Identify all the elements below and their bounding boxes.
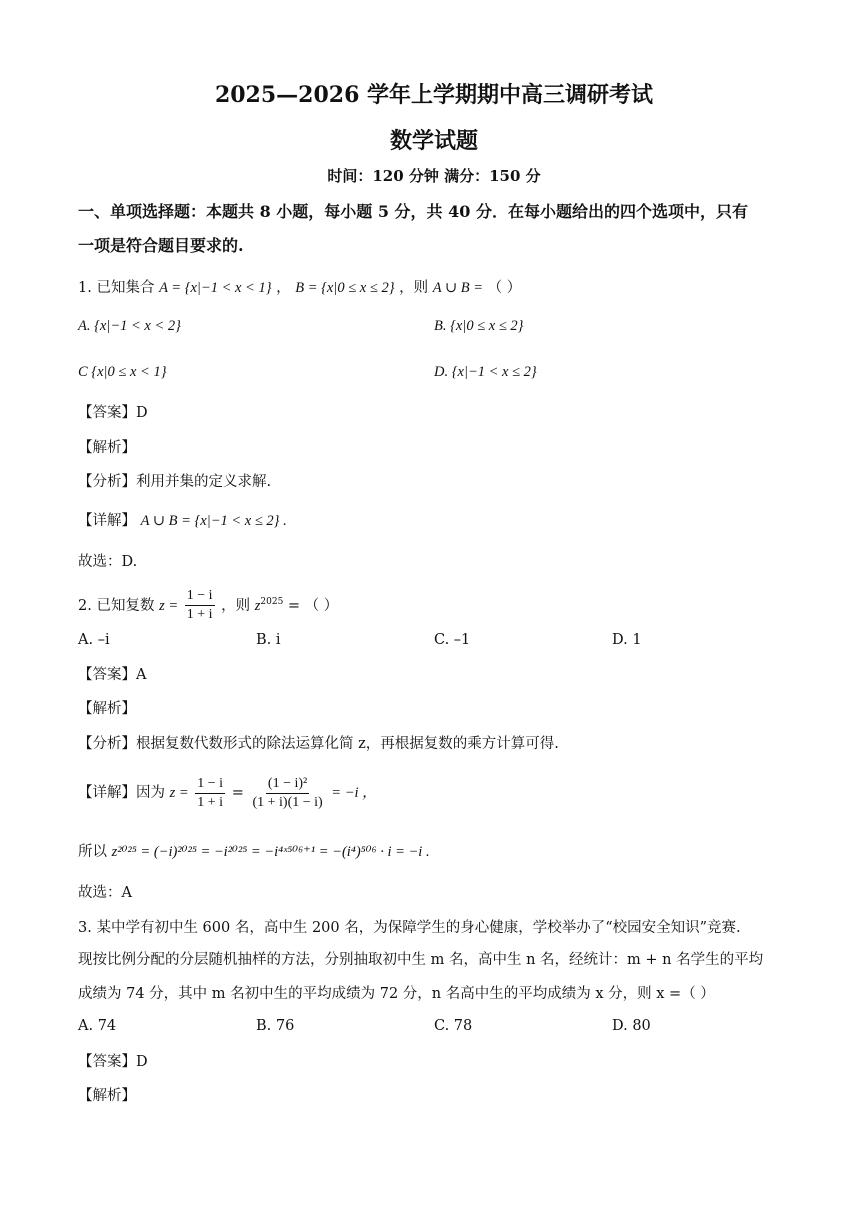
q2-xj-z: z = (169, 785, 189, 801)
q1-fenxi: 【分析】利用并集的定义求解. (78, 474, 272, 490)
q1-option-b: B. {x|0 ≤ x ≤ 2} (434, 318, 524, 334)
q2-stem (78, 582, 338, 626)
q2-xiangjie (78, 772, 377, 814)
q1-stem-mid: ，则 (399, 280, 429, 296)
q1-xiangjie-expr: A ∪ B = {x|−1 < x ≤ 2} . (140, 513, 287, 529)
q2-xj-f1-num: 1 − i (195, 775, 225, 794)
q2-frac-den: 1 + i (186, 607, 213, 623)
q2-xj-f2-num: (1 − i)² (266, 775, 309, 794)
q1-set-a: A = {x|−1 < x < 1} (159, 280, 272, 296)
exam-meta: 时间：120 分钟 满分：150 分 (327, 167, 541, 185)
q1-xiangjie-label: 【详解】 (78, 513, 136, 529)
q2-fraction (185, 587, 215, 624)
q1-stem-prefix: 1. 已知集合 (78, 280, 155, 296)
q2-xj-fraction-2 (250, 775, 324, 812)
q3-stem-line1: 3. 某中学有初中生 600 名，高中生 200 名，为保障学生的身心健康，学校举办了“校园安全知识”竞赛. (78, 920, 741, 936)
q2-xj-label: 【详解】因为 (78, 785, 165, 801)
q3-option-b: B. 76 (256, 1018, 295, 1034)
q3-answer: 【答案】D (78, 1054, 148, 1070)
q2-eq-paren: = （ ） (287, 597, 339, 614)
subject-title: 数学试题 (389, 128, 478, 154)
q2-conclusion: 故选：A (78, 885, 132, 901)
q2-option-d: D. 1 (612, 632, 642, 648)
section-heading-line1: 一、单项选择题：本题共 8 小题，每小题 5 分，共 40 分．在每小题给出的四个选项中，只有 (78, 202, 748, 221)
q2-answer: 【答案】A (78, 667, 147, 683)
q2-exponent: 2025 (260, 597, 284, 607)
q1-stem (78, 278, 521, 298)
q2-suoyi-expr: z²⁰²⁵ = (−i)²⁰²⁵ = −i²⁰²⁵ = −i⁴ˣ⁵⁰⁶⁺¹ = −(i⁴)⁵⁰⁶ · i = −i . (111, 844, 430, 860)
exam-title: 2025—2026 学年上学期期中高三调研考试 (214, 82, 654, 108)
q2-xj-f1-den: 1 + i (197, 794, 224, 810)
q1-answer: 【答案】D (78, 405, 148, 421)
q2-suoyi-label: 所以 (78, 844, 107, 860)
q1-union: A ∪ B = (432, 280, 483, 296)
q2-option-a: A. –i (78, 632, 110, 648)
q1-conclusion: 故选：D. (78, 554, 138, 570)
q3-option-c: C. 78 (434, 1018, 473, 1034)
q2-xj-eq: = (231, 785, 244, 801)
q1-xiangjie (78, 511, 287, 531)
q1-analysis-label: 【解析】 (78, 440, 136, 456)
q3-stem-line3: 成绩为 74 分，其中 m 名初中生的平均成绩为 72 分，n 名高中生的平均成绩为 x 分，则 x =（ ） (78, 986, 715, 1002)
q3-option-d: D. 80 (612, 1018, 651, 1034)
q2-z: z (254, 597, 261, 614)
q3-analysis-label: 【解析】 (78, 1088, 136, 1104)
q2-xj-tail: = −i ， (331, 785, 377, 801)
q2-z-eq: z = (159, 597, 179, 614)
q1-comma: ， (276, 280, 291, 296)
q2-option-c: C. –1 (434, 632, 471, 648)
q2-analysis-label: 【解析】 (78, 701, 136, 717)
q1-option-a: A. {x|−1 < x < 2} (78, 318, 181, 334)
q1-option-c: C {x|0 ≤ x < 1} (78, 364, 167, 380)
q2-xj-fraction-1 (195, 775, 225, 812)
q2-stem-prefix: 2. 已知复数 (78, 597, 155, 614)
q1-set-b: B = {x|0 ≤ x ≤ 2} (295, 280, 395, 296)
q2-suoyi (78, 842, 430, 862)
q2-option-b: B. i (256, 632, 281, 648)
q2-xj-f2-den: (1 + i)(1 − i) (252, 794, 323, 810)
q2-frac-num: 1 − i (185, 587, 215, 606)
q1-option-d: D. {x|−1 < x ≤ 2} (434, 364, 537, 380)
q2-stem-mid: ，则 (221, 597, 251, 614)
q1-paren: （ ） (487, 280, 522, 296)
q2-fenxi: 【分析】根据复数代数形式的除法运算化简 z，再根据复数的乘方计算可得. (78, 736, 559, 752)
section-heading-line2: 一项是符合题目要求的. (78, 236, 244, 255)
q3-stem-line2: 现按比例分配的分层随机抽样的方法，分别抽取初中生 m 名，高中生 n 名，经统计：m + n 名学生的平均 (78, 952, 764, 968)
q3-option-a: A. 74 (78, 1018, 117, 1034)
